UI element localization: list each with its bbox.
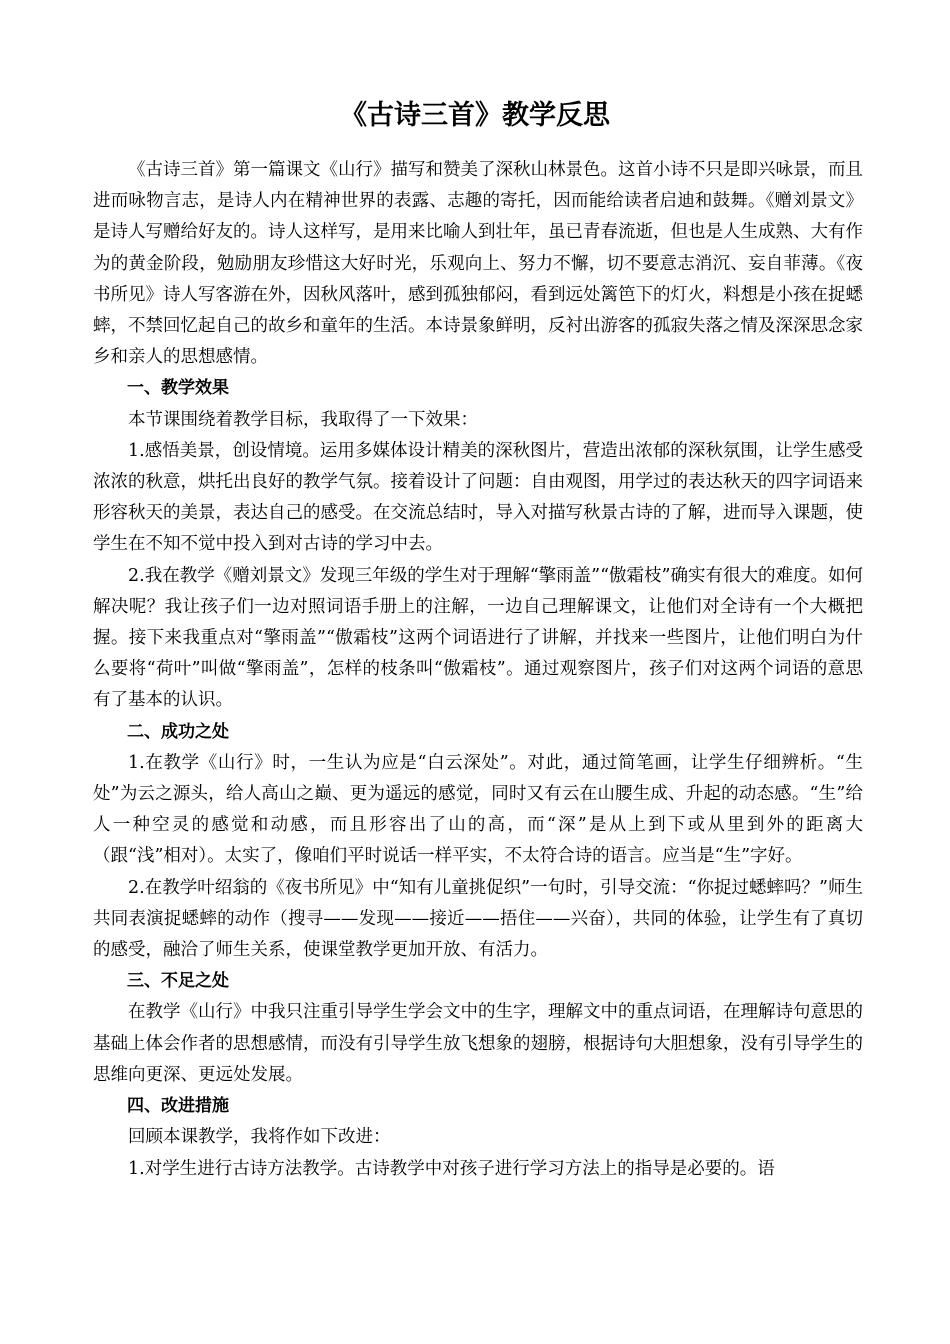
section4-lead: 回顾本课教学，我将作如下改进： xyxy=(128,1127,391,1148)
section2-item-2: 2.在教学叶绍翁的《夜书所见》中“知有儿童挑促织”一句时，引导交流：“你捉过蟋蟀吗？”师生共同表演捉蟋蟀的动作（搜寻——发现——接近——捂住——兴奋），共同的体验，让学生有了真切的感受，融洽了师生关系，使课堂教学更加开放、有活力。 xyxy=(93,877,863,961)
document-body xyxy=(93,155,863,1185)
section4-item-1: 1.对学生进行古诗方法教学。古诗教学中对孩子进行学习方法上的指导是必要的。语 xyxy=(128,1158,775,1179)
section-heading-successes: 二、成功之处 xyxy=(127,721,229,742)
intro-paragraph: 《古诗三首》第一篇课文《山行》描写和赞美了深秋山林景色。这首小诗不只是即兴咏景，而且进而咏物言志，是诗人内在精神世界的表露、志趣的寄托，因而能给读者启迪和鼓舞。《赠刘景文》是诗人写赠给好友的。诗人这样写，是用来比喻人到壮年，虽已青春流逝，但也是人生成熟、大有作为的黄金阶段，勉励朋友珍惜这大好时光，乐观向上、努力不懈，切不要意志消沉、妄自菲薄。《夜书所见》诗人写客游在外，因秋风落叶，感到孤独郁闷，看到远处篱笆下的灯火，料想是小孩在捉蟋蟀，不禁回忆起自己的故乡和童年的生活。本诗景象鲜明，反衬出游客的孤寂失落之情及深深思念家乡和亲人的思想感情。 xyxy=(93,160,863,368)
section1-lead: 本节课围绕着教学目标，我取得了一下效果： xyxy=(128,409,478,430)
section2-item-1: 1.在教学《山行》时，一生认为应是“白云深处”。对此，通过简笔画，让学生仔细辨析。“生处”为云之源头，给人高山之巅、更为遥远的感觉，同时又有云在山腰生成、升起的动态感。“生”给人一种空灵的感觉和动感，而且形容出了山的高，而“深”是从上到下或从里到外的距离大（跟“浅”相对）。太实了，像咱们平时说话一样平实，不太符合诗的语言。应当是“生”字好。 xyxy=(93,752,863,867)
section3-text: 在教学《山行》中我只注重引导学生学会文中的生字，理解文中的重点词语，在理解诗句意思的基础上体会作者的思想感情，而没有引导学生放飞想象的翅膀，根据诗句大胆想象，没有引导学生的思维向更深、更远处发展。 xyxy=(93,1002,863,1085)
section1-item-1: 1.感悟美景，创设情境。运用多媒体设计精美的深秋图片，营造出浓郁的深秋氛围，让学生感受浓浓的秋意，烘托出良好的教学气氛。接着设计了问题：自由观图，用学过的表达秋天的四字词语来形容秋天的美景，表达自己的感受。在交流总结时，导入对描写秋景古诗的了解，进而导入课题，使学生在不知不觉中投入到对古诗的学习中去。 xyxy=(93,440,863,555)
section-heading-improvements: 四、改进措施 xyxy=(127,1096,229,1117)
section-heading-shortcomings: 三、不足之处 xyxy=(127,971,229,992)
document-title: 《古诗三首》教学反思 xyxy=(340,100,610,131)
section-heading-teaching-effect: 一、教学效果 xyxy=(127,378,229,399)
section1-item-2: 2.我在教学《赠刘景文》发现三年级的学生对于理解“擎雨盖”“傲霜枝”确实有很大的难度。如何解决呢？我让孩子们一边对照词语手册上的注解，一边自己理解课文，让他们对全诗有一个大概把握。接下来我重点对“擎雨盖”“傲霜枝”这两个词语进行了讲解，并找来一些图片，让他们明白为什么要将“荷叶”叫做“擎雨盖”，怎样的枝条叫“傲霜枝”。通过观察图片，孩子们对这两个词语的意思有了基本的认识。 xyxy=(93,565,863,711)
